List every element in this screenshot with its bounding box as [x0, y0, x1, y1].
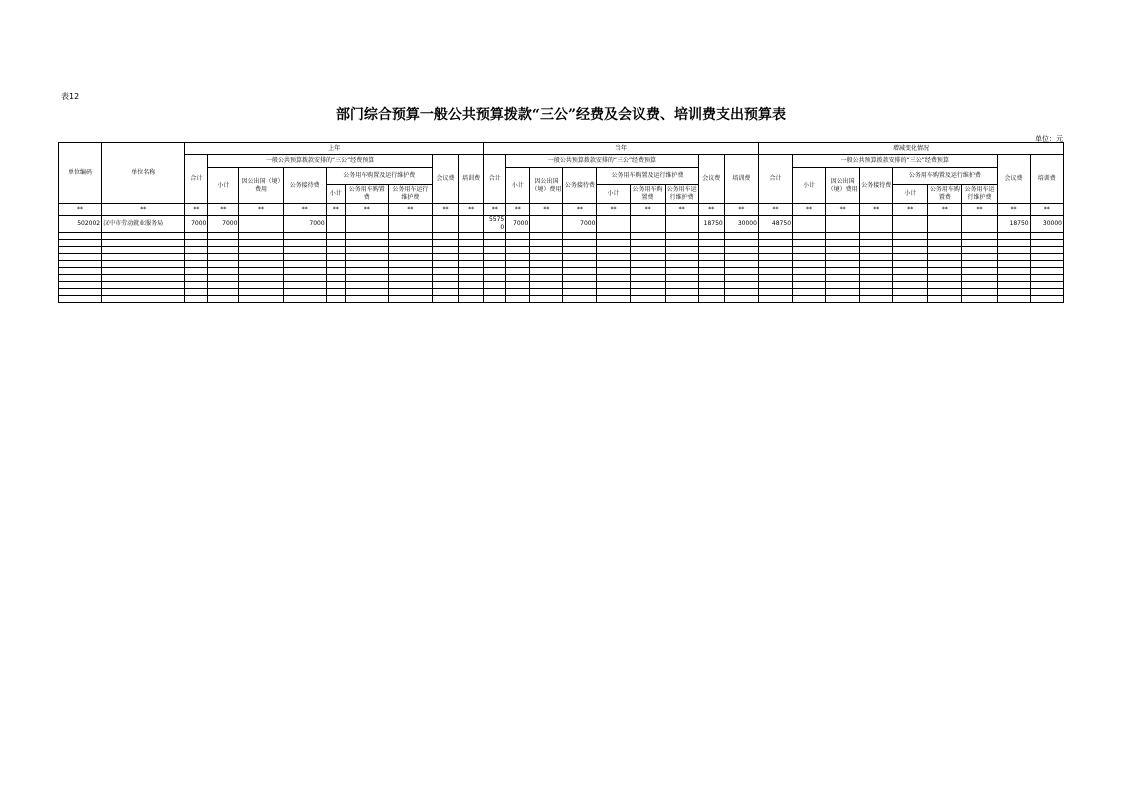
header-subtotal: 小计	[208, 168, 239, 204]
marker-cell: **	[962, 204, 997, 216]
unit-label: 单位：元	[1035, 135, 1063, 143]
empty-row	[59, 275, 1064, 282]
empty-row	[59, 282, 1064, 289]
header-abroad: 因公出国（境）费用	[239, 168, 283, 204]
marker-cell: **	[893, 204, 928, 216]
header-vehicle-purchase: 公务用车购置费	[630, 185, 665, 204]
header-vehicle-purchase: 公务用车购置费	[345, 185, 388, 204]
header-total: 合计	[758, 155, 792, 204]
header-general-budget: 一般公共预算拨款安排的“三公”经费预算	[208, 155, 433, 168]
marker-cell: **	[459, 204, 484, 216]
header-reception: 公务接待费	[283, 168, 326, 204]
prev-total-cell: 7000	[185, 216, 208, 233]
header-training: 培训费	[459, 155, 484, 204]
cur-vehicle-ops-cell	[665, 216, 698, 233]
marker-cell: **	[484, 204, 506, 216]
prev-abroad-cell	[239, 216, 283, 233]
header-vehicle-subtotal: 小计	[597, 185, 630, 204]
empty-row	[59, 268, 1064, 275]
header-general-budget: 一般公共预算拨款安排的“三公”经费预算	[793, 155, 998, 168]
marker-cell: **	[59, 204, 102, 216]
chg-meeting-cell: 18750	[997, 216, 1030, 233]
cur-meeting-cell: 18750	[698, 216, 724, 233]
marker-cell: **	[563, 204, 597, 216]
empty-row	[59, 289, 1064, 296]
chg-vehicle-subtotal-cell	[893, 216, 928, 233]
header-vehicle: 公务用车购置及运行维护费	[893, 168, 997, 185]
marker-cell: **	[597, 204, 630, 216]
unit-code-cell: 502002	[59, 216, 102, 233]
marker-cell: **	[283, 204, 326, 216]
chg-subtotal-cell	[793, 216, 826, 233]
marker-cell: **	[860, 204, 893, 216]
marker-cell: **	[506, 204, 530, 216]
header-row-group	[59, 155, 1064, 168]
header-meeting: 会议费	[432, 155, 458, 204]
empty-row	[59, 233, 1064, 240]
marker-cell: **	[102, 204, 185, 216]
empty-row	[59, 261, 1064, 268]
cur-vehicle-purchase-cell	[630, 216, 665, 233]
cur-reception-cell: 7000	[563, 216, 597, 233]
header-total: 合计	[185, 155, 208, 204]
marker-cell: **	[239, 204, 283, 216]
cur-training-cell: 30000	[724, 216, 758, 233]
header-vehicle: 公务用车购置及运行维护费	[326, 168, 432, 185]
header-reception: 公务接待费	[563, 168, 597, 204]
chg-vehicle-purchase-cell	[928, 216, 962, 233]
marker-cell: **	[432, 204, 458, 216]
marker-cell: **	[1030, 204, 1063, 216]
header-prev-year: 上年	[185, 143, 484, 155]
empty-row	[59, 296, 1064, 303]
unit-name-cell: 汉中市劳动就业服务局	[102, 216, 185, 233]
header-meeting: 会议费	[698, 155, 724, 204]
marker-cell: **	[208, 204, 239, 216]
prev-vehicle-ops-cell	[388, 216, 432, 233]
chg-abroad-cell	[826, 216, 860, 233]
header-subtotal: 小计	[506, 168, 530, 204]
header-total: 合计	[484, 155, 506, 204]
prev-vehicle-purchase-cell	[345, 216, 388, 233]
header-vehicle-ops: 公务用车运行维护费	[962, 185, 997, 204]
header-general-budget: 一般公共预算拨款安排的“三公”经费预算	[506, 155, 698, 168]
marker-cell: **	[724, 204, 758, 216]
marker-cell: **	[185, 204, 208, 216]
cur-total-cell: 55750	[484, 216, 506, 233]
marker-cell: **	[530, 204, 563, 216]
header-curr-year: 当年	[484, 143, 759, 155]
chg-reception-cell	[860, 216, 893, 233]
cur-abroad-cell	[530, 216, 563, 233]
cur-vehicle-subtotal-cell	[597, 216, 630, 233]
header-change: 增减变化情况	[758, 143, 1063, 155]
prev-vehicle-subtotal-cell	[326, 216, 345, 233]
marker-cell: **	[758, 204, 792, 216]
marker-cell: **	[793, 204, 826, 216]
marker-cell: **	[997, 204, 1030, 216]
empty-row	[59, 254, 1064, 261]
marker-cell: **	[345, 204, 388, 216]
table-row	[59, 216, 1064, 233]
marker-cell: **	[326, 204, 345, 216]
header-training: 培训费	[1030, 155, 1063, 204]
prev-training-cell	[459, 216, 484, 233]
marker-cell: **	[698, 204, 724, 216]
chg-vehicle-ops-cell	[962, 216, 997, 233]
marker-cell: **	[928, 204, 962, 216]
header-meeting: 会议费	[997, 155, 1030, 204]
prev-subtotal-cell: 7000	[208, 216, 239, 233]
table-number: 表12	[61, 92, 80, 101]
budget-table	[58, 142, 1064, 303]
header-vehicle-ops: 公务用车运行维护费	[388, 185, 432, 204]
prev-meeting-cell	[432, 216, 458, 233]
header-abroad: 因公出国（境）费用	[530, 168, 563, 204]
prev-reception-cell: 7000	[283, 216, 326, 233]
header-vehicle-subtotal: 小计	[893, 185, 928, 204]
header-training: 培训费	[724, 155, 758, 204]
header-unit-name: 单位名称	[102, 143, 185, 204]
header-vehicle: 公务用车购置及运行维护费	[597, 168, 698, 185]
header-subtotal: 小计	[793, 168, 826, 204]
header-reception: 公务接待费	[860, 168, 893, 204]
header-abroad: 因公出国（境）费用	[826, 168, 860, 204]
marker-row	[59, 204, 1064, 216]
header-vehicle-subtotal: 小计	[326, 185, 345, 204]
chg-training-cell: 30000	[1030, 216, 1063, 233]
header-row-sub	[59, 168, 1064, 185]
marker-cell: **	[388, 204, 432, 216]
header-row-period	[59, 143, 1064, 155]
header-vehicle-ops: 公务用车运行维护费	[665, 185, 698, 204]
document-title: 部门综合预算一般公共预算拨款“三公”经费及会议费、培训费支出预算表	[335, 107, 787, 123]
marker-cell: **	[826, 204, 860, 216]
header-unit-code: 单位编码	[59, 143, 102, 204]
cur-subtotal-cell: 7000	[506, 216, 530, 233]
marker-cell: **	[665, 204, 698, 216]
empty-row	[59, 240, 1064, 247]
empty-row	[59, 247, 1064, 254]
chg-total-cell: 48750	[758, 216, 792, 233]
marker-cell: **	[630, 204, 665, 216]
header-vehicle-purchase: 公务用车购置费	[928, 185, 962, 204]
